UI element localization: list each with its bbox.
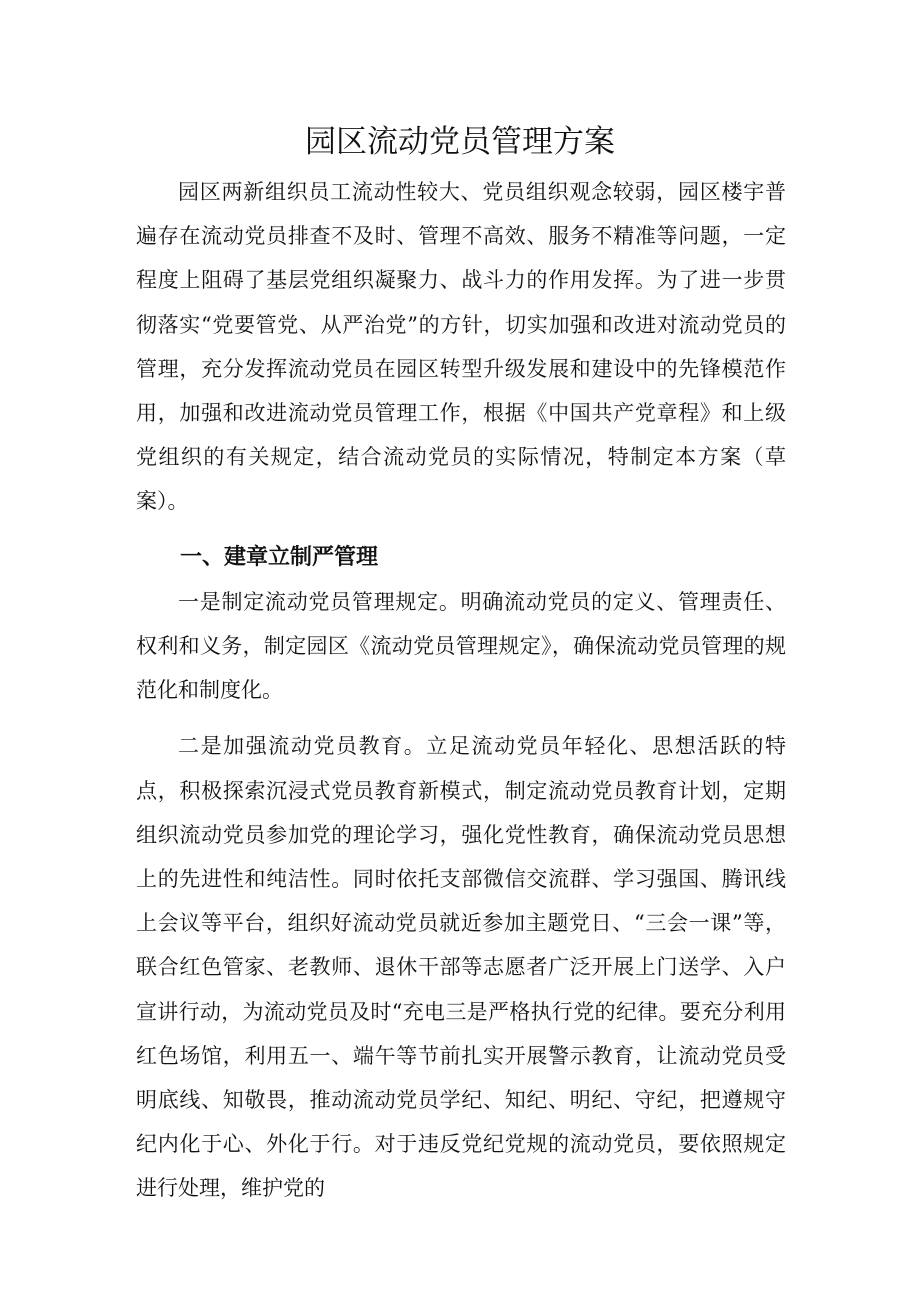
document-title: 园区流动党员管理方案	[305, 124, 615, 160]
intro-paragraph: 园区两新组织员工流动性较大、党员组织观念较弱，园区楼宇普遍存在流动党员排查不及时、管理不高效、服务不精准等问题，一定程度上阻碍了基层党组织凝聚力、战斗力的作用发挥。为了进一步贯彻落实“党要管党、从严治党”的方针，切实加强和改进对流动党员的管理，充分发挥流动党员在园区转型升级发展和建设中的先锋模范作用，加强和改进流动党员管理工作，根据《中国共产党章程》和上级党组织的有关规定，结合流动党员的实际情况，特制定本方案（草案）。	[136, 180, 786, 514]
spacer	[136, 524, 786, 536]
document-body	[136, 170, 786, 1211]
body-paragraph-2: 二是加强流动党员教育。立足流动党员年轻化、思想活跃的特点，积极探索沉浸式党员教育新模式，制定流动党员教育计划，定期组织流动党员参加党的理论学习，强化党性教育，确保流动党员思想上的先进性和纯洁性。同时依托支部微信交流群、学习强国、腾讯线上会议等平台，组织好流动党员就近参加主题党日、“三会一课”等，联合红色管家、老教师、退休干部等志愿者广泛开展上门送学、入户宣讲行动，为流动党员及时“充电三是严格执行党的纪律。要充分利用红色场馆，利用五一、端午等节前扎实开展警示教育，让流动党员受明底线、知敬畏，推动流动党员学纪、知纪、明纪、守纪，把遵规守纪内化于心、外化于行。对于违反党纪党规的流动党员，要依照规定进行处理，维护党的	[136, 734, 786, 1201]
body-paragraph-1: 一是制定流动党员管理规定。明确流动党员的定义、管理责任、权利和义务，制定园区《流动党员管理规定》，确保流动党员管理的规范化和制度化。	[136, 589, 786, 703]
spacer	[136, 712, 786, 724]
section-heading: 一、建章立制严管理	[180, 544, 379, 570]
